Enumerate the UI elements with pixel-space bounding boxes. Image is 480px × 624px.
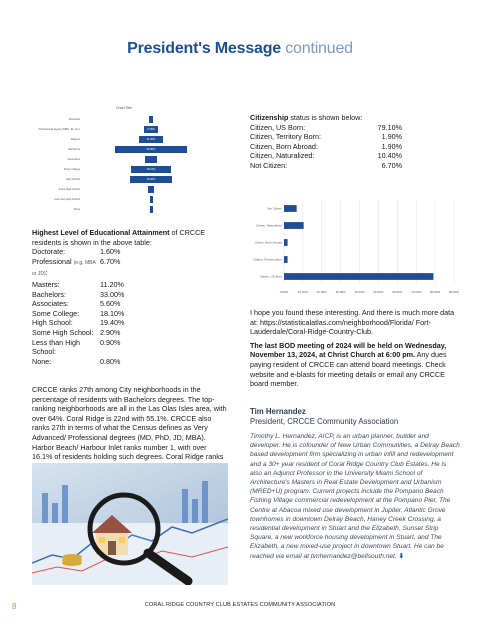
education-row [32,247,124,257]
y-category-label: Citizen, Born Abroad [254,240,282,245]
x-tick-label: 10.00% [297,290,308,294]
education-row [32,280,124,290]
funnel-row [28,125,220,134]
author-title: President, CRCCE Community Association [250,417,399,426]
x-tick-label: 60.00% [392,290,403,294]
author-name: Tim Hernandez [250,407,306,416]
chart-bar [284,205,297,212]
education-value: 11.20% [100,279,124,289]
page-title-continued: continued [285,40,353,57]
funnel-category-label: Some High School [58,188,80,191]
y-category-label: Citizen, US Born [259,274,282,279]
funnel-category-label: Associates [67,158,80,161]
citizenship-value: 1.90% [381,141,402,151]
education-row [32,309,124,319]
education-table [32,247,124,366]
education-value: 19.40% [100,318,125,328]
citizenship-row [250,161,455,171]
funnel-bar [139,136,163,143]
education-label: Less than High School: [32,337,80,357]
education-row [32,257,124,280]
education-value: 33.00% [100,289,125,299]
citizenship-label: Citizen, US Born: [250,122,306,132]
funnel-row [28,165,220,174]
education-label: Masters: [32,279,60,289]
x-tick-label: 80.00% [430,290,441,294]
citizenship-label: Not Citizen: [250,160,288,170]
x-tick-label: 0.00% [279,290,289,294]
chart-bar [284,273,433,280]
y-category-label: Citizen, Naturalized [255,223,282,228]
funnel-bar [149,116,152,123]
house-magnifier-illustration [32,463,228,585]
education-value: 18.10% [100,308,125,318]
education-row [32,357,124,367]
citizenship-row [250,132,455,142]
end-mark-icon: ⬇ [398,552,405,560]
education-value: 5.60% [100,299,121,309]
funnel-chart-title: Chart Title [116,106,132,110]
funnel-bar [144,126,159,133]
funnel-category-label: High School [66,178,80,181]
funnel-category-label: Masters [70,138,80,141]
education-row [32,299,124,309]
education-value: 2.90% [100,327,121,337]
funnel-bar-value: 11.20% [146,138,156,141]
citizenship-section [250,113,455,171]
citizenship-value: 6.70% [381,160,402,170]
citizenship-row [250,123,455,133]
funnel-bar [115,146,187,153]
funnel-row [28,145,220,154]
education-row [32,338,124,357]
house-magnifier-image [32,463,228,585]
funnel-category-label: None [73,208,80,211]
citizenship-row [250,151,455,161]
x-tick-label: 90.00% [448,290,460,294]
citizenship-row [250,142,455,152]
funnel-row [28,135,220,144]
education-value: 0.90% [100,337,121,347]
education-value: 6.70% [100,256,121,266]
citizenship-value: 10.40% [377,151,402,161]
citizenship-chart-svg [250,192,460,300]
education-note: (e.g. MBA or JD) [32,259,96,278]
education-paragraph: CRCCE ranks 27th among City neighborhoods in the percentage of residents with Bachelors degrees. The top-ranking neighborhoods are all in the Las Olas Isles area, with over 64%. Coral Ridge is 22nd with 55.1%. CRCCE also ranks 27th in terms of what the Census defines as Very Advanced/ Professional degrees (MD, PhD, JD, MBA). Harbor Beach/ Harbour Inlet ranks number 1, with over 16.1% of residents holding such degrees. Coral Ridge ranks [32,385,227,462]
citizenship-value: 79.10% [377,122,402,132]
bod-meeting-paragraph: The last BOD meeting of 2024 will be held on Wednesday, November 13, 2024, at Christ Church at 6:00 pm. Any dues paying resident of CRCCE can attend board meetings. Check website and e-blasts for meeting details or email any CRCCE board member. [250,340,447,389]
footer-text: CORAL RIDGE COUNTRY CLUB ESTATES COMMUNITY ASSOCIATION [144,602,336,608]
education-row [32,328,124,338]
citizenship-bar-chart [250,192,460,300]
chart-bar [284,256,288,263]
education-section [32,228,222,366]
page-title-main: President's Message [127,40,281,57]
funnel-bar [150,206,153,213]
funnel-row [28,115,220,124]
funnel-category-label: Less than High School [54,198,80,201]
page-number: 8 [12,602,17,611]
page-title [0,40,480,58]
more-data-paragraph: I hope you found these interesting. And there is much more data at: https://statisticalatlas.com/neighborhood/Florida/ Fort-Lauderdale/Coral-Ridge-Country-Club. [250,308,455,337]
chart-bar [284,239,288,246]
education-row [32,318,124,328]
funnel-bar-value: 19.40% [146,178,156,181]
funnel-bar [131,166,170,173]
funnel-bar-value: 18.10% [146,168,156,171]
education-value: 1.60% [100,247,121,257]
funnel-row [28,205,220,214]
funnel-row [28,195,220,204]
y-category-label: Not Citizen [267,206,282,211]
funnel-category-label: Some College [63,168,80,171]
funnel-row [28,175,220,184]
funnel-row [28,185,220,194]
funnel-bar [148,186,154,193]
education-label: High School: [32,318,73,328]
education-label: Bachelors: [32,289,66,299]
funnel-category-label: Doctorate [68,118,80,121]
citizenship-label: Citizen, Territory Born: [250,132,321,142]
citizenship-label: Citizen, Born Abroad: [250,141,318,151]
funnel-bar [150,196,153,203]
x-tick-label: 30.00% [335,290,346,294]
citizenship-heading: Citizenship status is shown below: [250,113,363,122]
education-row [32,290,124,300]
education-label: Some High School: [32,327,94,337]
education-label: Associates: [32,299,69,309]
closing-text [250,308,460,393]
education-label: None: [32,356,52,366]
x-tick-label: 50.00% [373,290,384,294]
funnel-bar [130,176,172,183]
education-label: Doctorate: [32,247,66,257]
chart-bar [284,222,304,229]
citizenship-label: Citizen, Naturalized: [250,151,315,161]
x-tick-label: 40.00% [354,290,365,294]
funnel-category-label: Bachelors [68,148,80,151]
y-category-label: Citizen, Territory Born [253,257,282,262]
citizenship-value: 1.90% [381,132,402,142]
funnel-bar-value: 33.00% [146,148,156,151]
funnel-category-label: Professional degree (MBA, JD, etc.) [38,128,80,131]
education-label: Some College: [32,308,80,318]
education-heading: Highest Level of Educational Attainment of CRCCE residents is shown in the above table: [32,228,206,247]
education-value: 0.80% [100,356,121,366]
x-tick-label: 20.00% [316,290,327,294]
funnel-row [28,155,220,164]
author-bio: Timothy L. Hernandez, AICP, is an urban planner, builder and developer. He is cofounder of New Urban Communities, a Delray Beach based development firm specializing in urban infill and redevelopment and a 30+ year resident of Coral Ridge Country Club Estates. He is also an Adjunct Professor in the University Miami School of Architecture's Masters in Real Estate Development and Urbanism (MRED+U) program. Current projects include the Pompano Beach Fishing Village commercial redevelopment at the Pompano Pier, The Centre at Abacoa mixed use development in Jupiter, Atlantic Grove townhomes in downtown Delray Beach, Haney Creek Crossing, a residential development in Stuart and the Elizabeth, Sunset Strip Square, a new workforce housing development in Stuart, and The Elizabeth, a new mixed-use project in downtown Stuart. He can be reached via email at timhernandez@bellsouth.net. ⬇ [250,433,460,560]
education-label: Professional (e.g. MBA or JD): [32,256,96,278]
funnel-bar-value: 6.70% [147,128,155,131]
x-tick-label: 70.00% [411,290,422,294]
education-funnel-chart [28,106,220,218]
funnel-bar [145,156,157,163]
